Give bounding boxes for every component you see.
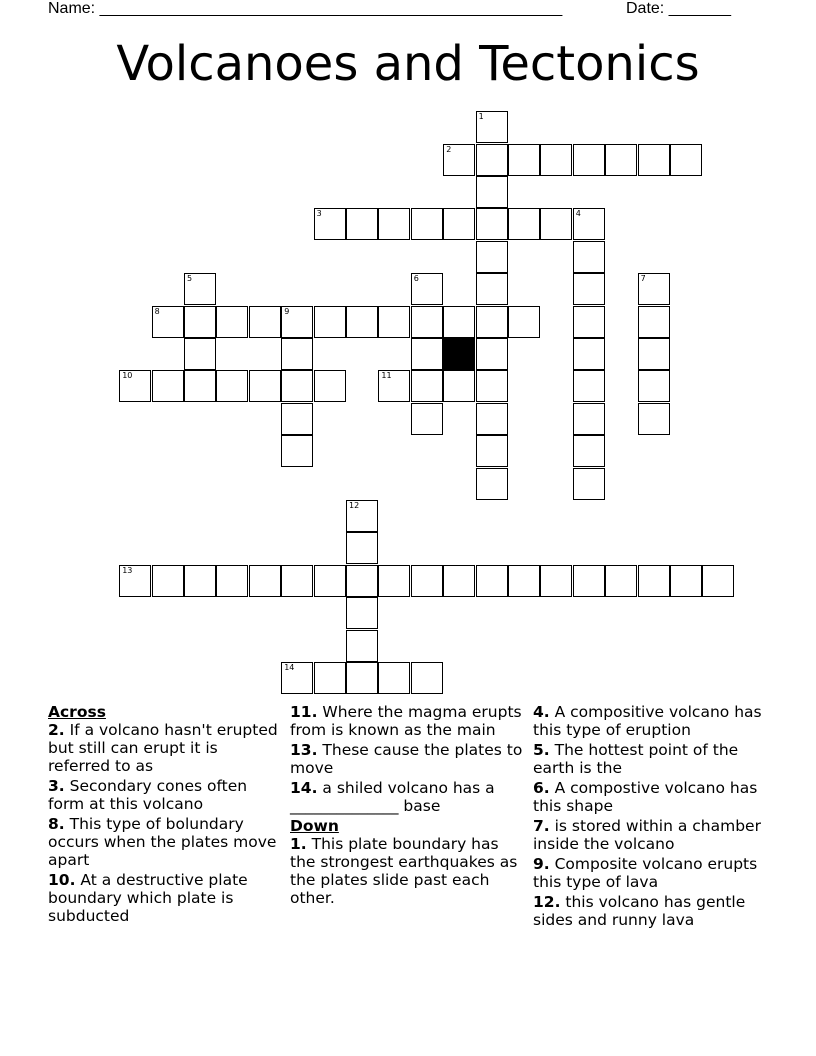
clue-number: 13. bbox=[290, 741, 318, 759]
clue-across-8 bbox=[48, 815, 280, 869]
clue-text: Secondary cones often form at this volcano bbox=[48, 777, 248, 813]
clue-number: 6. bbox=[533, 779, 550, 797]
grid-cell[interactable] bbox=[638, 273, 670, 305]
clue-number: 11. bbox=[290, 703, 318, 721]
grid-cell[interactable] bbox=[476, 306, 508, 338]
clue-text: Where the magma erupts from is known as the main bbox=[290, 703, 522, 739]
grid-cell[interactable] bbox=[702, 565, 734, 597]
clue-number: 10. bbox=[48, 871, 76, 889]
grid-cell[interactable] bbox=[605, 565, 637, 597]
clue-across-3 bbox=[48, 777, 280, 813]
clue-text: A compositive volcano has this type of eruption bbox=[533, 703, 762, 739]
grid-cell[interactable] bbox=[216, 370, 248, 402]
grid-cell[interactable] bbox=[378, 662, 410, 694]
grid-cell[interactable] bbox=[411, 662, 443, 694]
clue-text: this volcano has gentle sides and runny lava bbox=[533, 893, 746, 929]
grid-cell[interactable] bbox=[314, 662, 346, 694]
grid-cell[interactable] bbox=[346, 208, 378, 240]
grid-cell[interactable] bbox=[281, 370, 313, 402]
grid-cell[interactable] bbox=[573, 338, 605, 370]
grid-cell[interactable] bbox=[476, 403, 508, 435]
grid-cell[interactable] bbox=[573, 208, 605, 240]
grid-cell[interactable] bbox=[378, 370, 410, 402]
header bbox=[48, 0, 768, 22]
page-title: Volcanoes and Tectonics bbox=[116, 36, 700, 92]
grid-cell[interactable] bbox=[573, 370, 605, 402]
grid-cell[interactable] bbox=[670, 144, 702, 176]
across-heading: Across bbox=[48, 703, 106, 721]
clue-number: 7. bbox=[533, 817, 550, 835]
grid-cell[interactable] bbox=[152, 565, 184, 597]
clue-text: is stored within a chamber inside the volcano bbox=[533, 817, 761, 853]
grid-cell[interactable] bbox=[119, 370, 151, 402]
clue-across-2 bbox=[48, 721, 280, 775]
grid-cell[interactable] bbox=[152, 306, 184, 338]
grid-cell[interactable] bbox=[184, 338, 216, 370]
grid-cell[interactable] bbox=[573, 435, 605, 467]
clue-column-3 bbox=[533, 703, 771, 931]
grid-cell[interactable] bbox=[314, 306, 346, 338]
grid-cell[interactable] bbox=[249, 565, 281, 597]
grid-cell[interactable] bbox=[476, 565, 508, 597]
clue-down-7 bbox=[533, 817, 771, 853]
grid-cell[interactable] bbox=[573, 403, 605, 435]
grid-cell[interactable] bbox=[346, 532, 378, 564]
grid-cell[interactable] bbox=[378, 565, 410, 597]
grid-cell[interactable] bbox=[443, 565, 475, 597]
grid-cell[interactable] bbox=[216, 565, 248, 597]
grid-cell[interactable] bbox=[378, 208, 410, 240]
grid-cell[interactable] bbox=[605, 144, 637, 176]
grid-cell[interactable] bbox=[573, 241, 605, 273]
grid-cell[interactable] bbox=[314, 208, 346, 240]
clue-number-label: 2 bbox=[446, 144, 452, 154]
grid-cell[interactable] bbox=[411, 565, 443, 597]
grid-block bbox=[443, 338, 475, 370]
grid-cell[interactable] bbox=[638, 565, 670, 597]
grid-cell[interactable] bbox=[540, 565, 572, 597]
grid-cell[interactable] bbox=[314, 565, 346, 597]
grid-cell[interactable] bbox=[346, 306, 378, 338]
clue-text: This type of bolundary occurs when the plates move apart bbox=[48, 815, 277, 869]
grid-cell[interactable] bbox=[411, 306, 443, 338]
grid-cell[interactable] bbox=[281, 662, 313, 694]
clue-down-9 bbox=[533, 855, 771, 891]
clue-number-label: 12 bbox=[349, 501, 360, 510]
grid-cell[interactable] bbox=[281, 435, 313, 467]
clue-number-label: 9 bbox=[284, 306, 290, 316]
grid-cell[interactable] bbox=[184, 565, 216, 597]
grid-cell[interactable] bbox=[573, 565, 605, 597]
clue-text: The hottest point of the earth is the bbox=[533, 741, 739, 777]
grid-cell[interactable] bbox=[638, 144, 670, 176]
clue-text: These cause the plates to move bbox=[290, 741, 523, 777]
grid-cell[interactable] bbox=[476, 241, 508, 273]
grid-cell[interactable] bbox=[508, 306, 540, 338]
grid-cell[interactable] bbox=[476, 273, 508, 305]
grid-cell[interactable] bbox=[249, 370, 281, 402]
clue-number-label: 3 bbox=[316, 209, 322, 219]
grid-cell[interactable] bbox=[119, 565, 151, 597]
grid-cell[interactable] bbox=[152, 370, 184, 402]
date-field-label[interactable]: Date: _______ bbox=[626, 0, 731, 17]
grid-cell[interactable] bbox=[476, 111, 508, 143]
clue-number: 1. bbox=[290, 835, 307, 853]
grid-cell[interactable] bbox=[281, 403, 313, 435]
grid-cell[interactable] bbox=[476, 338, 508, 370]
clue-number-label: 5 bbox=[187, 274, 193, 284]
clue-text: This plate boundary has the strongest earthquakes as the plates slide past each other. bbox=[290, 835, 518, 907]
grid-cell[interactable] bbox=[443, 144, 475, 176]
clue-text: A compostive volcano has this shape bbox=[533, 779, 758, 815]
grid-cell[interactable] bbox=[216, 306, 248, 338]
clue-across-13 bbox=[290, 741, 526, 777]
clue-across-11 bbox=[290, 703, 526, 739]
clue-number-label: 6 bbox=[413, 274, 419, 284]
grid-cell[interactable] bbox=[346, 662, 378, 694]
clue-down-5 bbox=[533, 741, 771, 777]
grid-cell[interactable] bbox=[476, 435, 508, 467]
grid-cell[interactable] bbox=[638, 403, 670, 435]
grid-cell[interactable] bbox=[314, 370, 346, 402]
grid-cell[interactable] bbox=[573, 306, 605, 338]
grid-cell[interactable] bbox=[540, 208, 572, 240]
clue-number: 5. bbox=[533, 741, 550, 759]
clue-number: 4. bbox=[533, 703, 550, 721]
clue-number-label: 10 bbox=[122, 371, 133, 381]
clue-number-label: 7 bbox=[640, 274, 646, 284]
grid-cell[interactable] bbox=[411, 338, 443, 370]
grid-cell[interactable] bbox=[346, 500, 378, 532]
clue-number: 9. bbox=[533, 855, 550, 873]
grid-cell[interactable] bbox=[281, 565, 313, 597]
clue-number-label: 4 bbox=[575, 209, 581, 219]
clue-text: At a destructive plate boundary which plate is subducted bbox=[48, 871, 248, 925]
grid-cell[interactable] bbox=[638, 306, 670, 338]
clue-down-12 bbox=[533, 893, 771, 929]
grid-cell[interactable] bbox=[476, 370, 508, 402]
grid-cell[interactable] bbox=[184, 273, 216, 305]
grid-cell[interactable] bbox=[638, 338, 670, 370]
name-field-label[interactable]: Name: ____________________________________________________ bbox=[48, 0, 563, 17]
grid-cell[interactable] bbox=[378, 306, 410, 338]
grid-cell[interactable] bbox=[411, 208, 443, 240]
grid-cell[interactable] bbox=[508, 565, 540, 597]
grid-cell[interactable] bbox=[670, 565, 702, 597]
clue-text: If a volcano hasn't erupted but still can erupt it is referred to as bbox=[48, 721, 278, 775]
grid-cell[interactable] bbox=[281, 338, 313, 370]
clue-number: 8. bbox=[48, 815, 65, 833]
grid-cell[interactable] bbox=[249, 306, 281, 338]
grid-cell[interactable] bbox=[443, 208, 475, 240]
grid-cell[interactable] bbox=[476, 176, 508, 208]
grid-cell[interactable] bbox=[443, 306, 475, 338]
grid-cell[interactable] bbox=[508, 144, 540, 176]
grid-cell[interactable] bbox=[281, 306, 313, 338]
clue-column-1 bbox=[48, 703, 280, 927]
clue-number-label: 8 bbox=[154, 306, 160, 316]
clue-number-label: 13 bbox=[122, 565, 133, 575]
clue-number-label: 14 bbox=[284, 663, 295, 672]
grid-cell[interactable] bbox=[476, 144, 508, 176]
clue-column-2 bbox=[290, 703, 526, 909]
clue-number: 14. bbox=[290, 779, 318, 797]
clue-number: 2. bbox=[48, 721, 65, 739]
grid-cell[interactable] bbox=[346, 630, 378, 662]
clue-down-1 bbox=[290, 835, 526, 907]
down-heading: Down bbox=[290, 817, 339, 835]
grid-cell[interactable] bbox=[573, 468, 605, 500]
grid-cell[interactable] bbox=[346, 565, 378, 597]
clue-text: a shiled volcano has a ______________ base bbox=[290, 779, 495, 815]
grid-cell[interactable] bbox=[346, 597, 378, 629]
grid-cell[interactable] bbox=[411, 403, 443, 435]
grid-cell[interactable] bbox=[411, 370, 443, 402]
clue-down-6 bbox=[533, 779, 771, 815]
grid-cell[interactable] bbox=[443, 370, 475, 402]
grid-cell[interactable] bbox=[184, 370, 216, 402]
clue-number: 12. bbox=[533, 893, 561, 911]
clue-number: 3. bbox=[48, 777, 65, 795]
clue-across-14 bbox=[290, 779, 526, 815]
grid-cell[interactable] bbox=[184, 306, 216, 338]
clue-down-4 bbox=[533, 703, 771, 739]
clue-number-label: 11 bbox=[381, 371, 392, 381]
grid-cell[interactable] bbox=[411, 273, 443, 305]
grid-cell[interactable] bbox=[638, 370, 670, 402]
grid-cell[interactable] bbox=[540, 144, 572, 176]
grid-cell[interactable] bbox=[476, 208, 508, 240]
grid-cell[interactable] bbox=[573, 273, 605, 305]
clue-number-label: 1 bbox=[478, 112, 484, 122]
grid-cell[interactable] bbox=[573, 144, 605, 176]
grid-cell[interactable] bbox=[476, 468, 508, 500]
clue-across-10 bbox=[48, 871, 280, 925]
grid-cell[interactable] bbox=[508, 208, 540, 240]
clue-text: Composite volcano erupts this type of lava bbox=[533, 855, 758, 891]
